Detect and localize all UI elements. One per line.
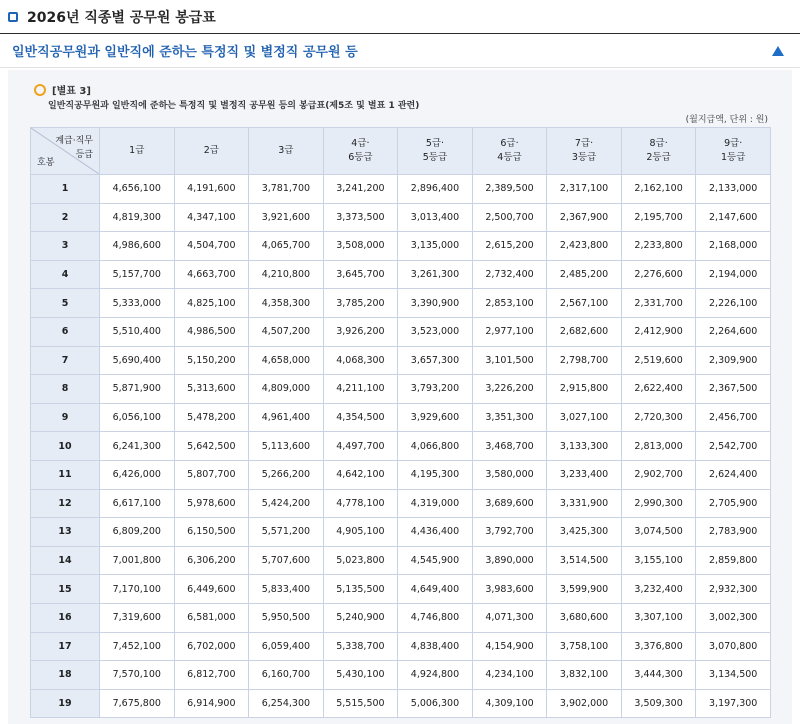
salary-cell: 5,135,500 — [323, 575, 398, 604]
salary-cell: 5,833,400 — [249, 575, 324, 604]
step-cell: 11 — [31, 460, 100, 489]
table-row — [31, 603, 771, 632]
salary-table — [30, 127, 771, 718]
salary-cell: 3,793,200 — [398, 375, 473, 404]
salary-cell: 3,680,600 — [547, 603, 622, 632]
salary-cell: 4,071,300 — [472, 603, 547, 632]
salary-cell: 6,617,100 — [100, 489, 175, 518]
table-row — [31, 232, 771, 261]
salary-cell: 3,376,800 — [621, 632, 696, 661]
table-row — [31, 661, 771, 690]
salary-cell: 3,133,300 — [547, 432, 622, 461]
salary-cell: 3,074,500 — [621, 518, 696, 547]
salary-cell: 3,514,500 — [547, 546, 622, 575]
table-row — [31, 346, 771, 375]
salary-cell: 3,645,700 — [323, 260, 398, 289]
salary-cell: 2,902,700 — [621, 460, 696, 489]
salary-cell: 2,168,000 — [696, 232, 771, 261]
salary-cell: 2,896,400 — [398, 175, 473, 204]
salary-cell: 3,261,300 — [398, 260, 473, 289]
salary-cell: 4,358,300 — [249, 289, 324, 318]
salary-cell: 4,068,300 — [323, 346, 398, 375]
table-row — [31, 689, 771, 718]
salary-cell: 3,792,700 — [472, 518, 547, 547]
salary-cell: 5,266,200 — [249, 460, 324, 489]
salary-cell: 2,195,700 — [621, 203, 696, 232]
annex-label: [별표 3] — [52, 86, 91, 97]
step-cell: 13 — [31, 518, 100, 547]
salary-cell: 4,545,900 — [398, 546, 473, 575]
salary-cell: 4,642,100 — [323, 460, 398, 489]
salary-cell: 4,825,100 — [174, 289, 249, 318]
salary-cell: 5,023,800 — [323, 546, 398, 575]
salary-cell: 5,571,200 — [249, 518, 324, 547]
table-header-row — [31, 128, 771, 175]
salary-cell: 3,373,500 — [323, 203, 398, 232]
table-row — [31, 317, 771, 346]
salary-cell: 7,675,800 — [100, 689, 175, 718]
step-cell: 2 — [31, 203, 100, 232]
salary-cell: 3,070,800 — [696, 632, 771, 661]
step-cell: 1 — [31, 175, 100, 204]
salary-cell: 4,309,100 — [472, 689, 547, 718]
salary-cell: 5,333,000 — [100, 289, 175, 318]
grade-column-header: 6급· 4등급 — [472, 128, 547, 175]
salary-table-panel — [8, 70, 792, 724]
salary-cell: 3,134,500 — [696, 661, 771, 690]
salary-cell: 3,929,600 — [398, 403, 473, 432]
salary-cell: 3,013,400 — [398, 203, 473, 232]
salary-cell: 4,210,800 — [249, 260, 324, 289]
salary-cell: 5,807,700 — [174, 460, 249, 489]
salary-cell: 4,778,100 — [323, 489, 398, 518]
salary-cell: 4,195,300 — [398, 460, 473, 489]
corner-header — [31, 128, 100, 175]
salary-cell: 2,519,600 — [621, 346, 696, 375]
table-row — [31, 432, 771, 461]
salary-cell: 6,160,700 — [249, 661, 324, 690]
salary-cell: 3,509,300 — [621, 689, 696, 718]
salary-cell: 7,170,100 — [100, 575, 175, 604]
salary-cell: 2,977,100 — [472, 317, 547, 346]
salary-cell: 6,914,900 — [174, 689, 249, 718]
salary-cell: 2,147,600 — [696, 203, 771, 232]
salary-cell: 5,871,900 — [100, 375, 175, 404]
salary-cell: 5,430,100 — [323, 661, 398, 690]
salary-cell: 2,542,700 — [696, 432, 771, 461]
salary-cell: 6,812,700 — [174, 661, 249, 690]
salary-cell: 2,932,300 — [696, 575, 771, 604]
salary-cell: 5,950,500 — [249, 603, 324, 632]
salary-cell: 3,155,100 — [621, 546, 696, 575]
salary-cell: 2,317,100 — [547, 175, 622, 204]
salary-cell: 2,264,600 — [696, 317, 771, 346]
salary-cell: 4,436,400 — [398, 518, 473, 547]
table-row — [31, 203, 771, 232]
salary-cell: 6,702,000 — [174, 632, 249, 661]
salary-cell: 2,783,900 — [696, 518, 771, 547]
salary-cell: 2,853,100 — [472, 289, 547, 318]
step-cell: 9 — [31, 403, 100, 432]
salary-cell: 6,581,000 — [174, 603, 249, 632]
salary-cell: 3,781,700 — [249, 175, 324, 204]
salary-cell: 3,331,900 — [547, 489, 622, 518]
grade-column-header: 9급· 1등급 — [696, 128, 771, 175]
salary-cell: 2,194,000 — [696, 260, 771, 289]
salary-cell: 5,113,600 — [249, 432, 324, 461]
salary-cell: 4,746,800 — [398, 603, 473, 632]
salary-cell: 5,240,900 — [323, 603, 398, 632]
grade-column-header: 5급· 5등급 — [398, 128, 473, 175]
salary-cell: 2,615,200 — [472, 232, 547, 261]
salary-cell: 3,027,100 — [547, 403, 622, 432]
step-cell: 14 — [31, 546, 100, 575]
salary-cell: 3,390,900 — [398, 289, 473, 318]
salary-cell: 5,978,600 — [174, 489, 249, 518]
salary-cell: 4,656,100 — [100, 175, 175, 204]
salary-cell: 3,902,000 — [547, 689, 622, 718]
salary-cell: 2,367,500 — [696, 375, 771, 404]
salary-cell: 6,426,000 — [100, 460, 175, 489]
salary-cell: 6,150,500 — [174, 518, 249, 547]
salary-cell: 6,809,200 — [100, 518, 175, 547]
salary-cell: 5,707,600 — [249, 546, 324, 575]
salary-cell: 4,658,000 — [249, 346, 324, 375]
salary-cell: 2,412,900 — [621, 317, 696, 346]
salary-cell: 3,983,600 — [472, 575, 547, 604]
table-row — [31, 460, 771, 489]
section-header[interactable] — [0, 34, 800, 68]
salary-cell: 4,347,100 — [174, 203, 249, 232]
grade-column-header: 8급· 2등급 — [621, 128, 696, 175]
salary-cell: 3,921,600 — [249, 203, 324, 232]
salary-cell: 2,367,900 — [547, 203, 622, 232]
salary-cell: 2,423,800 — [547, 232, 622, 261]
table-row — [31, 632, 771, 661]
salary-cell: 4,191,600 — [174, 175, 249, 204]
salary-cell: 4,961,400 — [249, 403, 324, 432]
salary-cell: 4,234,100 — [472, 661, 547, 690]
salary-cell: 4,154,900 — [472, 632, 547, 661]
circle-bullet-icon — [34, 84, 46, 96]
salary-cell: 2,226,100 — [696, 289, 771, 318]
salary-cell: 4,905,100 — [323, 518, 398, 547]
table-description: 일반직공무원과 일반직에 준하는 특정직 및 별정직 공무원 등의 봉급표(제5조 및 별표 1 관련) — [48, 101, 420, 111]
corner-bottom-label: 호봉 — [37, 158, 55, 168]
step-cell: 12 — [31, 489, 100, 518]
step-cell: 8 — [31, 375, 100, 404]
step-cell: 17 — [31, 632, 100, 661]
salary-cell: 3,758,100 — [547, 632, 622, 661]
salary-cell: 2,133,000 — [696, 175, 771, 204]
table-row — [31, 175, 771, 204]
salary-cell: 2,456,700 — [696, 403, 771, 432]
salary-cell: 4,986,500 — [174, 317, 249, 346]
salary-cell: 5,690,400 — [100, 346, 175, 375]
salary-cell: 6,254,300 — [249, 689, 324, 718]
salary-cell: 3,785,200 — [323, 289, 398, 318]
table-row — [31, 289, 771, 318]
corner-top-label: 계급·직무 등급 — [55, 136, 93, 160]
step-cell: 5 — [31, 289, 100, 318]
table-row — [31, 575, 771, 604]
salary-cell: 5,006,300 — [398, 689, 473, 718]
salary-cell: 4,819,300 — [100, 203, 175, 232]
collapse-triangle-icon[interactable] — [772, 46, 784, 56]
salary-cell: 7,001,800 — [100, 546, 175, 575]
salary-cell: 4,211,100 — [323, 375, 398, 404]
table-row — [31, 403, 771, 432]
grade-column-header: 3급 — [249, 128, 324, 175]
salary-cell: 2,915,800 — [547, 375, 622, 404]
unit-note: (월지급액, 단위 : 원) — [685, 115, 768, 125]
salary-cell: 3,197,300 — [696, 689, 771, 718]
grade-column-header: 2급 — [174, 128, 249, 175]
salary-cell: 2,233,800 — [621, 232, 696, 261]
step-cell: 7 — [31, 346, 100, 375]
salary-cell: 7,570,100 — [100, 661, 175, 690]
salary-cell: 3,926,200 — [323, 317, 398, 346]
note-row — [34, 82, 91, 97]
salary-cell: 2,331,700 — [621, 289, 696, 318]
salary-cell: 3,580,000 — [472, 460, 547, 489]
salary-cell: 3,232,400 — [621, 575, 696, 604]
salary-cell: 5,338,700 — [323, 632, 398, 661]
salary-cell: 2,622,400 — [621, 375, 696, 404]
salary-cell: 3,657,300 — [398, 346, 473, 375]
salary-cell: 3,002,300 — [696, 603, 771, 632]
salary-cell: 3,425,300 — [547, 518, 622, 547]
salary-cell: 2,732,400 — [472, 260, 547, 289]
salary-cell: 4,924,800 — [398, 661, 473, 690]
step-cell: 4 — [31, 260, 100, 289]
salary-cell: 3,226,200 — [472, 375, 547, 404]
step-cell: 10 — [31, 432, 100, 461]
square-bullet-icon — [8, 12, 18, 22]
step-cell: 6 — [31, 317, 100, 346]
table-row — [31, 260, 771, 289]
salary-cell: 2,500,700 — [472, 203, 547, 232]
grade-column-header: 1급 — [100, 128, 175, 175]
salary-cell: 3,351,300 — [472, 403, 547, 432]
salary-cell: 3,523,000 — [398, 317, 473, 346]
salary-cell: 2,682,600 — [547, 317, 622, 346]
salary-cell: 2,276,600 — [621, 260, 696, 289]
salary-cell: 2,567,100 — [547, 289, 622, 318]
salary-cell: 5,642,500 — [174, 432, 249, 461]
table-row — [31, 518, 771, 547]
grade-column-header: 7급· 3등급 — [547, 128, 622, 175]
salary-cell: 3,508,000 — [323, 232, 398, 261]
table-row — [31, 489, 771, 518]
salary-cell: 3,241,200 — [323, 175, 398, 204]
salary-cell: 3,890,000 — [472, 546, 547, 575]
salary-cell: 3,689,600 — [472, 489, 547, 518]
salary-cell: 4,354,500 — [323, 403, 398, 432]
salary-cell: 2,813,000 — [621, 432, 696, 461]
table-body — [31, 175, 771, 718]
salary-cell: 3,468,700 — [472, 432, 547, 461]
step-cell: 15 — [31, 575, 100, 604]
salary-cell: 2,720,300 — [621, 403, 696, 432]
salary-cell: 5,424,200 — [249, 489, 324, 518]
salary-cell: 3,135,000 — [398, 232, 473, 261]
salary-cell: 5,515,500 — [323, 689, 398, 718]
grade-column-header: 4급· 6등급 — [323, 128, 398, 175]
salary-cell: 2,859,800 — [696, 546, 771, 575]
salary-cell: 6,449,600 — [174, 575, 249, 604]
salary-cell: 2,389,500 — [472, 175, 547, 204]
salary-cell: 2,485,200 — [547, 260, 622, 289]
salary-cell: 7,319,600 — [100, 603, 175, 632]
table-row — [31, 546, 771, 575]
table-row — [31, 375, 771, 404]
salary-cell: 5,157,700 — [100, 260, 175, 289]
salary-cell: 5,313,600 — [174, 375, 249, 404]
salary-cell: 4,809,000 — [249, 375, 324, 404]
step-cell: 3 — [31, 232, 100, 261]
section-title: 일반직공무원과 일반직에 준하는 특정직 및 별정직 공무원 등 — [12, 45, 358, 60]
salary-cell: 3,444,300 — [621, 661, 696, 690]
salary-cell: 3,233,400 — [547, 460, 622, 489]
step-cell: 19 — [31, 689, 100, 718]
salary-cell: 4,066,800 — [398, 432, 473, 461]
step-cell: 16 — [31, 603, 100, 632]
salary-cell: 3,101,500 — [472, 346, 547, 375]
salary-cell: 3,307,100 — [621, 603, 696, 632]
salary-cell: 6,241,300 — [100, 432, 175, 461]
salary-cell: 4,986,600 — [100, 232, 175, 261]
salary-cell: 4,065,700 — [249, 232, 324, 261]
salary-cell: 6,059,400 — [249, 632, 324, 661]
salary-cell: 4,507,200 — [249, 317, 324, 346]
salary-cell: 6,056,100 — [100, 403, 175, 432]
salary-cell: 3,832,100 — [547, 661, 622, 690]
salary-cell: 4,504,700 — [174, 232, 249, 261]
salary-cell: 2,705,900 — [696, 489, 771, 518]
salary-cell: 4,663,700 — [174, 260, 249, 289]
page-title: 2026년 직종별 공무원 봉급표 — [27, 9, 216, 26]
salary-cell: 2,798,700 — [547, 346, 622, 375]
salary-cell: 4,649,400 — [398, 575, 473, 604]
salary-cell: 2,990,300 — [621, 489, 696, 518]
salary-cell: 5,510,400 — [100, 317, 175, 346]
salary-cell: 6,306,200 — [174, 546, 249, 575]
salary-cell: 5,478,200 — [174, 403, 249, 432]
salary-cell: 2,162,100 — [621, 175, 696, 204]
page-header — [0, 0, 800, 34]
salary-cell: 4,319,000 — [398, 489, 473, 518]
step-cell: 18 — [31, 661, 100, 690]
salary-cell: 2,624,400 — [696, 460, 771, 489]
salary-cell: 2,309,900 — [696, 346, 771, 375]
salary-cell: 5,150,200 — [174, 346, 249, 375]
salary-cell: 3,599,900 — [547, 575, 622, 604]
salary-cell: 4,838,400 — [398, 632, 473, 661]
salary-cell: 4,497,700 — [323, 432, 398, 461]
salary-cell: 7,452,100 — [100, 632, 175, 661]
